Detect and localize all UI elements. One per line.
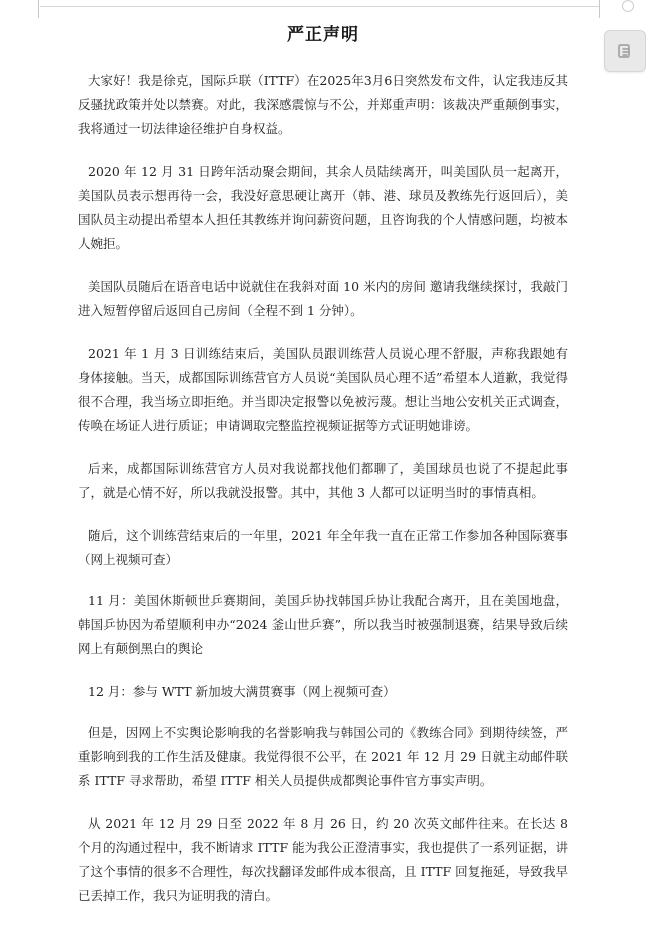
paragraph-6: 随后，这个训练营结束后的一年里，2021 年全年我一直在正常工作参加各种国际赛事（网上视频可查）: [78, 528, 568, 567]
paragraph-2: 2020 年 12 月 31 日跨年活动聚会期间，其余人员陆续离开，叫美国队员一起离开，美国队员表示想再待一会，我没好意思硬让离开（韩、港、球员及教练先行返回后），美国队员主动提出希望本人担任其教练并询问薪资问题，且咨询我的个人情感问题，均被本人婉拒。: [78, 164, 568, 251]
paragraph-9: 但是，因网上不实舆论影响我的名誉影响我与韩国公司的《教练合同》到期待续签，严重影响到我的工作生活及健康。我觉得很不公平，在 2021 年 12 月 29 日就主动邮件联系 ITTF 寻求帮助，希望 ITTF 相关人员提供成都舆论事件官方事实声明。: [78, 725, 568, 788]
side-tab-button[interactable]: [604, 30, 646, 72]
paragraph-8: 12 月：参与 WTT 新加坡大满贯赛事（网上视频可查）: [88, 684, 396, 699]
document-content: [78, 20, 568, 927]
top-rule: [40, 0, 600, 7]
document-tab-icon: [615, 41, 635, 61]
paragraph-4: 2021 年 1 月 3 日训练结束后，美国队员跟训练营人员说心理不舒服，声称我跟她有身体接触。当天，成都国际训练营官方人员说“美国队员心理不适”希望本人道歉，我觉得很不合理，我当场立即拒绝。并当即决定报警以免被污蔑。想让当地公安机关正式调查，传唤在场证人进行质证；申请调取完整监控视频证据等方式证明她诽谤。: [78, 346, 568, 433]
paragraph-1: 大家好！我是徐克，国际乒联（ITTF）在2025年3月6日突然发布文件，认定我违反其反骚扰政策并处以禁赛。对此，我深感震惊与不公，并郑重声明：该裁决严重颠倒事实，我将通过一切法律途径维护自身权益。: [78, 73, 568, 136]
page-title: 严正声明: [287, 25, 359, 45]
paragraph-7: 11 月：美国休斯顿世乒赛期间，美国乒协找韩国乒协让我配合离开，且在美国地盘，韩国乒协因为希望顺利申办“2024 釜山世乒赛”，所以我当时被强制退赛，结果导致后续网上有颠倒黑白的舆论: [78, 593, 568, 656]
paragraph-5: 后来，成都国际训练营官方人员对我说都找他们都聊了，美国球员也说了不提起此事了，就是心情不好，所以我就没报警。其中，其他 3 人都可以证明当时的事情真相。: [78, 461, 568, 500]
top-right-corner-mark: [581, 0, 600, 18]
paragraph-10: 从 2021 年 12 月 29 日至 2022 年 8 月 26 日，约 20 次英文邮件往来。在长达 8 个月的沟通过程中，我不断请求 ITTF 能为我公正澄清事实，我也提供了一系列证据，讲了这个事情的很多不合理性，每次找翻译发邮件成本很高，且 ITTF 回复拖延，导致我早已丢掉工作，我只为证明我的清白。: [78, 816, 568, 903]
top-right-indicator: [622, 0, 634, 12]
paragraph-3: 美国队员随后在语音电话中说就住在我斜对面 10 米内的房间 邀请我继续探讨，我敲门进入短暂停留后返回自己房间（全程不到 1 分钟）。: [78, 279, 568, 318]
top-left-corner-mark: [38, 0, 57, 18]
